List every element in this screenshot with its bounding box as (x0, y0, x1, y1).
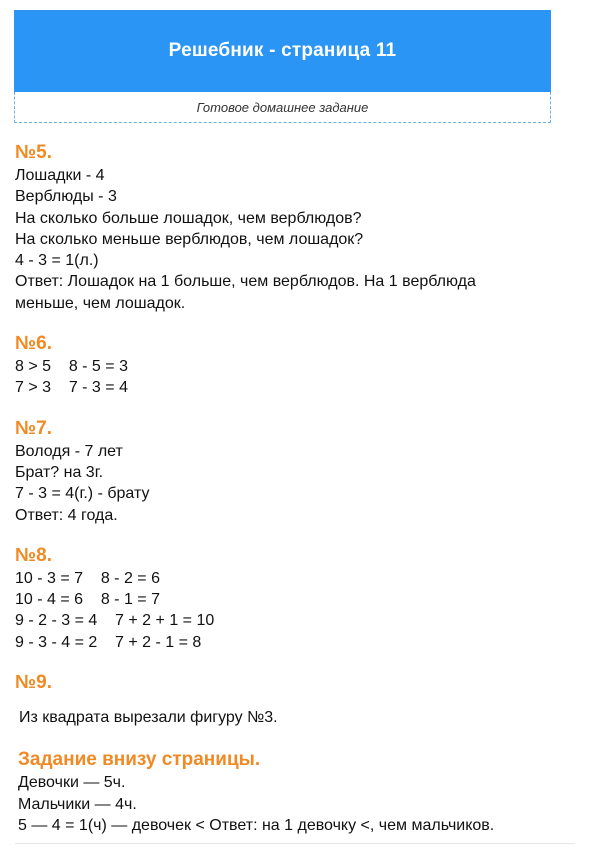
bottom-task (15, 748, 575, 836)
task-7-line: Ответ: 4 года. (15, 506, 118, 524)
divider (15, 843, 575, 844)
task-8-line: 9 - 3 - 4 = 2 7 + 2 - 1 = 8 (15, 633, 202, 651)
task-8-title: №8. (15, 544, 53, 566)
task-5-line: На сколько меньше верблюдов, чем лошадок? (15, 230, 364, 248)
task-5-line: 4 - 3 = 1(л.) (15, 252, 99, 270)
task-5-title: №5. (15, 142, 53, 163)
task-6-line: 7 > 3 7 - 3 = 4 (15, 379, 128, 397)
task-9-line: Из квадрата вырезали фигуру №3. (19, 709, 278, 727)
task-7-line: 7 - 3 = 4(г.) - брату (15, 485, 150, 503)
task-8-line: 10 - 3 = 7 8 - 2 = 6 (15, 569, 160, 587)
page-subtitle: Готовое домашнее задание (196, 99, 369, 115)
bottom-task-title: Задание внизу страницы. (18, 749, 261, 771)
task-7-title: №7. (15, 417, 53, 439)
bottom-task-line: Девочки — 5ч. (18, 774, 126, 792)
task-5-answer: Ответ: Лошадок на 1 больше, чем верблюдов. На 1 верблюда меньше, чем лошадок. (15, 273, 476, 312)
page-subtitle-box (14, 92, 551, 123)
task-7-line: Володя - 7 лет (15, 442, 123, 460)
task-5-line: Лошадки - 4 (15, 167, 105, 184)
page-header (14, 10, 551, 92)
task-7-line: Брат? на 3г. (15, 463, 104, 481)
task-8-line: 10 - 4 = 6 8 - 1 = 7 (15, 591, 160, 609)
task-5-line: На сколько больше лошадок, чем верблюдов? (15, 209, 362, 227)
task-8-line: 9 - 2 - 3 = 4 7 + 2 + 1 = 10 (15, 612, 215, 630)
task-8 (15, 544, 575, 653)
task-6-line: 8 > 5 8 - 5 = 3 (15, 358, 128, 376)
solutions-content (15, 141, 575, 836)
bottom-task-line: Мальчики — 4ч. (18, 795, 137, 813)
task-7 (15, 417, 575, 526)
task-9-title: №9. (15, 672, 53, 694)
task-5 (15, 141, 575, 314)
bottom-task-line: 5 — 4 = 1(ч) — девочек < Ответ: на 1 девочку <, чем мальчиков. (18, 816, 495, 834)
task-6 (15, 332, 575, 399)
page-title: Решебник - страница 11 (168, 40, 397, 61)
task-5-line: Верблюды - 3 (15, 188, 117, 206)
task-9 (15, 671, 575, 728)
task-6-title: №6. (15, 333, 53, 355)
